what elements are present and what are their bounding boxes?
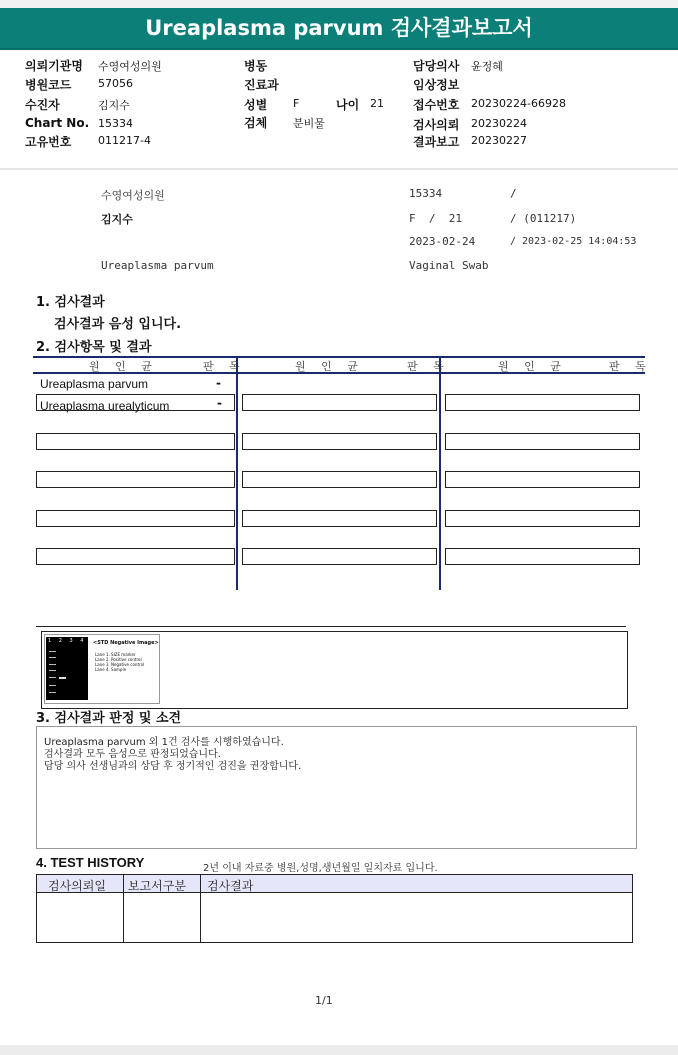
column-header-pathogen: 원 인 균 xyxy=(498,360,567,373)
column-header-result: 판 독 xyxy=(203,360,246,373)
id-value: 011217-4 xyxy=(98,134,151,147)
summary-date-received: 2023-02-24 xyxy=(409,235,476,248)
age-label: 나이 xyxy=(336,98,360,112)
empty-cell xyxy=(242,394,437,411)
section2-heading: 2. 검사항목 및 결과 xyxy=(36,340,152,355)
report-title: Ureaplasma parvum 검사결과보고서 xyxy=(0,8,678,48)
age-value: 21 xyxy=(370,97,384,110)
title-underline xyxy=(0,48,678,50)
summary-date-reported: / 2023-02-25 14:04:53 xyxy=(510,236,637,247)
pathogen-name: Ureaplasma parvum xyxy=(40,377,149,391)
pathogen-table-divider xyxy=(439,356,441,590)
pathogen-name: Ureaplasma urealyticum xyxy=(40,399,170,413)
history-table-header xyxy=(37,875,632,893)
empty-cell xyxy=(36,433,235,450)
empty-cell xyxy=(242,471,437,488)
id-label: 고유번호 xyxy=(25,135,72,149)
summary-id: / (011217) xyxy=(510,212,577,225)
gel-legend-item: Lane 1. SIZE marker xyxy=(95,652,136,657)
opinion-line: 검사결과 모두 음성으로 판정되었습니다. xyxy=(44,749,221,760)
specimen-label: 검체 xyxy=(244,116,268,130)
pathogen-table-divider xyxy=(236,356,238,590)
column-header-pathogen: 원 인 균 xyxy=(295,360,364,373)
page-number: 1/1 xyxy=(315,994,333,1007)
header-separator xyxy=(0,168,678,170)
ward-label: 병동 xyxy=(244,59,268,73)
summary-hospital: 수영여성의원 xyxy=(101,189,165,202)
result-date-value: 20230227 xyxy=(471,134,527,147)
gel-caption: <STD Negative Image> xyxy=(93,640,159,646)
empty-cell xyxy=(242,510,437,527)
sex-label: 성별 xyxy=(244,98,268,112)
chart-label: Chart No. xyxy=(25,116,90,130)
hospital-label: 의뢰기관명 xyxy=(25,59,83,73)
history-col-date: 검사의뢰일 xyxy=(48,879,106,893)
empty-cell xyxy=(242,433,437,450)
empty-cell xyxy=(242,548,437,565)
bottom-scroll-strip xyxy=(0,1045,678,1055)
column-header-result: 판 독 xyxy=(407,360,450,373)
doctor-label: 담당의사 xyxy=(413,59,460,73)
receipt-label: 접수번호 xyxy=(413,98,460,112)
section3-heading: 3. 검사결과 판정 및 소견 xyxy=(36,711,182,726)
result-date-label: 결과보고 xyxy=(413,135,460,149)
dept-label: 진료과 xyxy=(244,78,279,92)
patient-label: 수진자 xyxy=(25,98,60,112)
history-note: 2년 이내 자료중 병원,성명,생년월일 일치자료 입니다. xyxy=(203,863,438,874)
history-column-divider xyxy=(123,875,124,943)
gel-electrophoresis-image xyxy=(46,637,88,700)
summary-patient: 김지수 xyxy=(101,213,133,226)
empty-cell xyxy=(36,471,235,488)
request-label: 검사의뢰 xyxy=(413,118,460,132)
receipt-value: 20230224-66928 xyxy=(471,97,566,110)
empty-cell xyxy=(445,510,640,527)
history-col-result: 검사결과 xyxy=(207,879,254,893)
history-col-type: 보고서구분 xyxy=(128,879,186,893)
pathogen-result: - xyxy=(217,396,222,410)
section1-result-text: 검사결과 음성 입니다. xyxy=(54,317,182,332)
specimen-value: 분비물 xyxy=(293,117,325,130)
summary-chart: 15334 xyxy=(409,187,443,200)
empty-cell xyxy=(445,548,640,565)
summary-sex-age: F / 21 xyxy=(409,212,462,225)
summary-slash: / xyxy=(510,187,517,200)
gel-legend-item: Lane 3. Negative control xyxy=(95,662,145,667)
summary-test: Ureaplasma parvum xyxy=(101,259,214,272)
section-divider xyxy=(36,626,626,627)
request-value: 20230224 xyxy=(471,117,527,130)
empty-cell xyxy=(445,433,640,450)
empty-cell xyxy=(36,548,235,565)
hospital-value: 수영여성의원 xyxy=(98,60,162,73)
section4-heading: 4. TEST HISTORY xyxy=(36,855,145,870)
gel-lane-numbers: 1 2 3 4 xyxy=(48,638,87,644)
column-header-pathogen: 원 인 균 xyxy=(89,360,158,373)
empty-cell xyxy=(36,510,235,527)
code-value: 57056 xyxy=(98,77,133,90)
empty-cell xyxy=(445,471,640,488)
patient-value: 김지수 xyxy=(98,99,130,112)
section1-heading: 1. 검사결과 xyxy=(36,295,105,310)
result-cell xyxy=(36,394,235,411)
doctor-value: 윤정혜 xyxy=(471,60,503,73)
column-header-result: 판 독 xyxy=(609,360,652,373)
opinion-line: 담당 의사 선생님과의 상담 후 정기적인 검진을 권장합니다. xyxy=(44,761,302,772)
summary-specimen: Vaginal Swab xyxy=(409,259,489,272)
empty-cell xyxy=(445,394,640,411)
history-column-divider xyxy=(200,875,201,943)
top-toolbar-strip xyxy=(0,0,678,8)
clinical-label: 임상정보 xyxy=(413,78,460,92)
pathogen-result: - xyxy=(216,376,221,390)
chart-value: 15334 xyxy=(98,117,133,130)
opinion-line: Ureaplasma parvum 외 1건 검사를 시행하였습니다. xyxy=(44,737,284,748)
sex-value: F xyxy=(293,97,300,110)
gel-legend-item: Lane 4. Sample xyxy=(95,667,127,672)
gel-legend-item: Lane 2. Positive control xyxy=(95,657,142,662)
code-label: 병원코드 xyxy=(25,78,72,92)
